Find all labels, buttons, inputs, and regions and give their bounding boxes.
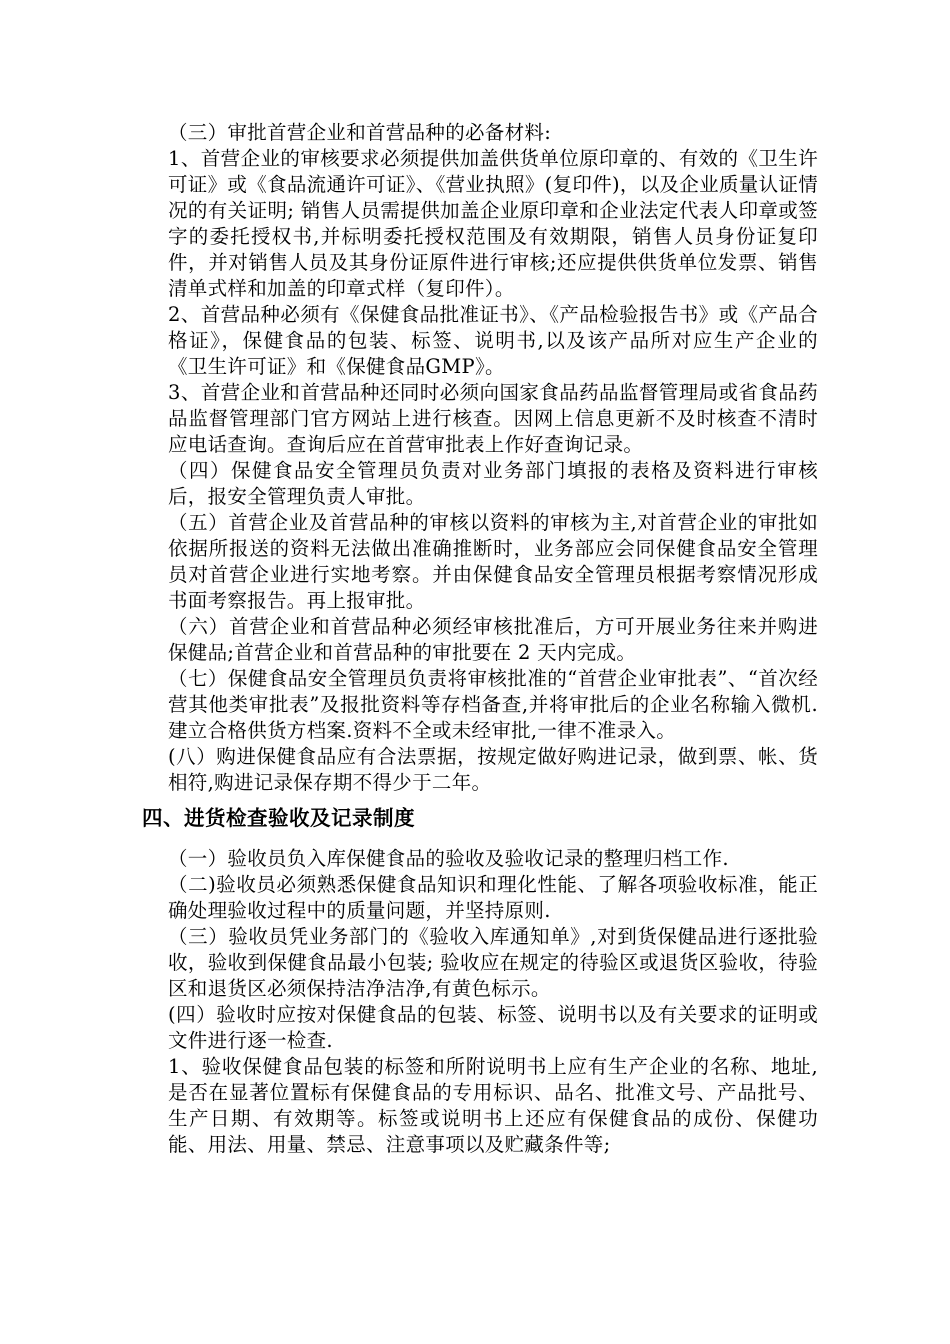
paragraph-section3-6: （六）首营企业和首营品种必须经审核批准后，方可开展业务往来并购进保健品;首营企业和首营品种的审批要在 2 天内完成。 [168, 615, 818, 664]
paragraph-section3-7: （七）保健食品安全管理员负责将审核批准的“首营企业审批表”、“首次经营其他类审批表”及报批资料等存档备查,并将审批后的企业名称输入微机.建立合格供货方档案.资料不全或未经审批,一律不准录入。 [168, 667, 818, 742]
section4-heading: 四、进货检查验收及记录制度 [142, 806, 415, 830]
paragraph-first-product-certificates: 2、首营品种必须有《保健食品批准证书》、《产品检验报告书》或《产品合格证》，保健食品的包装、标签、说明书,以及该产品所对应生产企业的《卫生许可证》和《保健食品GMP》。 [168, 303, 818, 378]
paragraph-section3-materials-title: （三）审批首营企业和首营品种的必备材料: [168, 121, 552, 144]
paragraph-label-inspection: 1、验收保健食品包装的标签和所附说明书上应有生产企业的名称、地址,是否在显著位置标有保健食品的专用标识、品名、批准文号、产品批号、生产日期、有效期等。标签或说明书上还应有保健食品的成份、保健功能、用法、用量、禁忌、注意事项以及贮藏条件等; [168, 1055, 818, 1156]
document-page [142, 120, 818, 1158]
paragraph-section3-4: （四）保健食品安全管理员负责对业务部门填报的表格及资料进行审核后，报安全管理负责人审批。 [168, 459, 818, 508]
paragraph-section4-2: （二)验收员必须熟悉保健食品知识和理化性能、了解各项验收标准，能正确处理验收过程中的质量问题，并坚持原则. [168, 873, 818, 922]
paragraph-first-enterprise-review: 1、首营企业的审核要求必须提供加盖供货单位原印章的、有效的《卫生许可证》或《食品流通许可证》、《营业执照》(复印件)，以及企业质量认证情况的有关证明; 销售人员需提供加盖企业原印章和企业法定代表人印章或签字的委托授权书,并标明委托授权范围及有效期限，销售人员身份证复印件，并对销售人员及其身份证原件进行审核;还应提供供货单位发票、销售清单式样和加盖的印章式样（复印件）。 [168, 147, 818, 300]
paragraph-section4-3: （三）验收员凭业务部门的《验收入库通知单》,对到货保健品进行逐批验收，验收到保健食品最小包装; 验收应在规定的待验区或退货区验收，待验区和退货区必须保持洁净洁净,有黄色标示。 [168, 925, 818, 1000]
paragraph-section4-1: （一）验收员负入库保健食品的验收及验收记录的整理归档工作. [168, 847, 729, 870]
paragraph-section3-5: （五）首营企业及首营品种的审核以资料的审核为主,对首营企业的审批如依据所报送的资料无法做出准确推断时，业务部应会同保健食品安全管理员对首营企业进行实地考察。并由保健食品安全管理员根据考察情况形成书面考察报告。再上报审批。 [168, 511, 818, 612]
paragraph-section4-4: (四）验收时应按对保健食品的包装、标签、说明书以及有关要求的证明或文件进行逐一检查. [168, 1003, 818, 1052]
paragraph-section3-8: (八）购进保健食品应有合法票据，按规定做好购进记录，做到票、帐、货相符,购进记录保存期不得少于二年。 [168, 745, 818, 794]
paragraph-online-verification: 3、首营企业和首营品种还同时必须向国家食品药品监督管理局或省食品药品监督管理部门官方网站上进行核查。因网上信息更新不及时核查不清时应电话查询。查询后应在首营审批表上作好查询记录。 [168, 381, 818, 456]
